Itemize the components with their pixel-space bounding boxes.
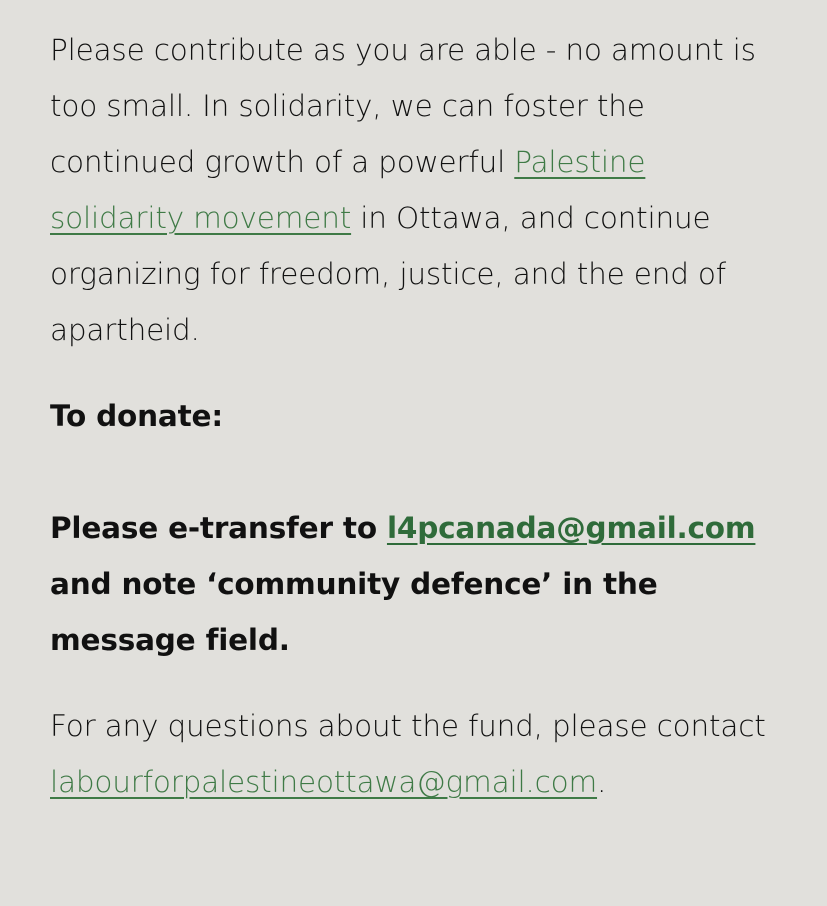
instruction-text-after: and note ‘community defence’ in the message field. [50,567,658,657]
contact-text-after: . [597,765,607,799]
palestine-solidarity-movement-link[interactable]: Palestine solidarity movement [50,145,646,235]
to-donate-heading: To donate: [50,399,223,433]
contact-text-before: For any questions about the fund, please contact [50,709,766,743]
intro-text-after: in Ottawa, and continue organizing for freedom, justice, and the end of apartheid. [50,201,726,347]
contact-email-link[interactable]: labourforpalestineottawa@gmail.com [50,765,598,799]
etransfer-email-link[interactable]: l4pcanada@gmail.com [386,511,756,545]
intro-text-before: Please contribute as you are able - no amount is too small. In solidarity, we can foster the continued growth of a powerful [50,33,756,179]
donate-instructions [50,500,787,668]
contact-paragraph [50,698,787,810]
intro-paragraph [50,22,787,358]
instruction-text-before: Please e-transfer to [50,511,387,545]
